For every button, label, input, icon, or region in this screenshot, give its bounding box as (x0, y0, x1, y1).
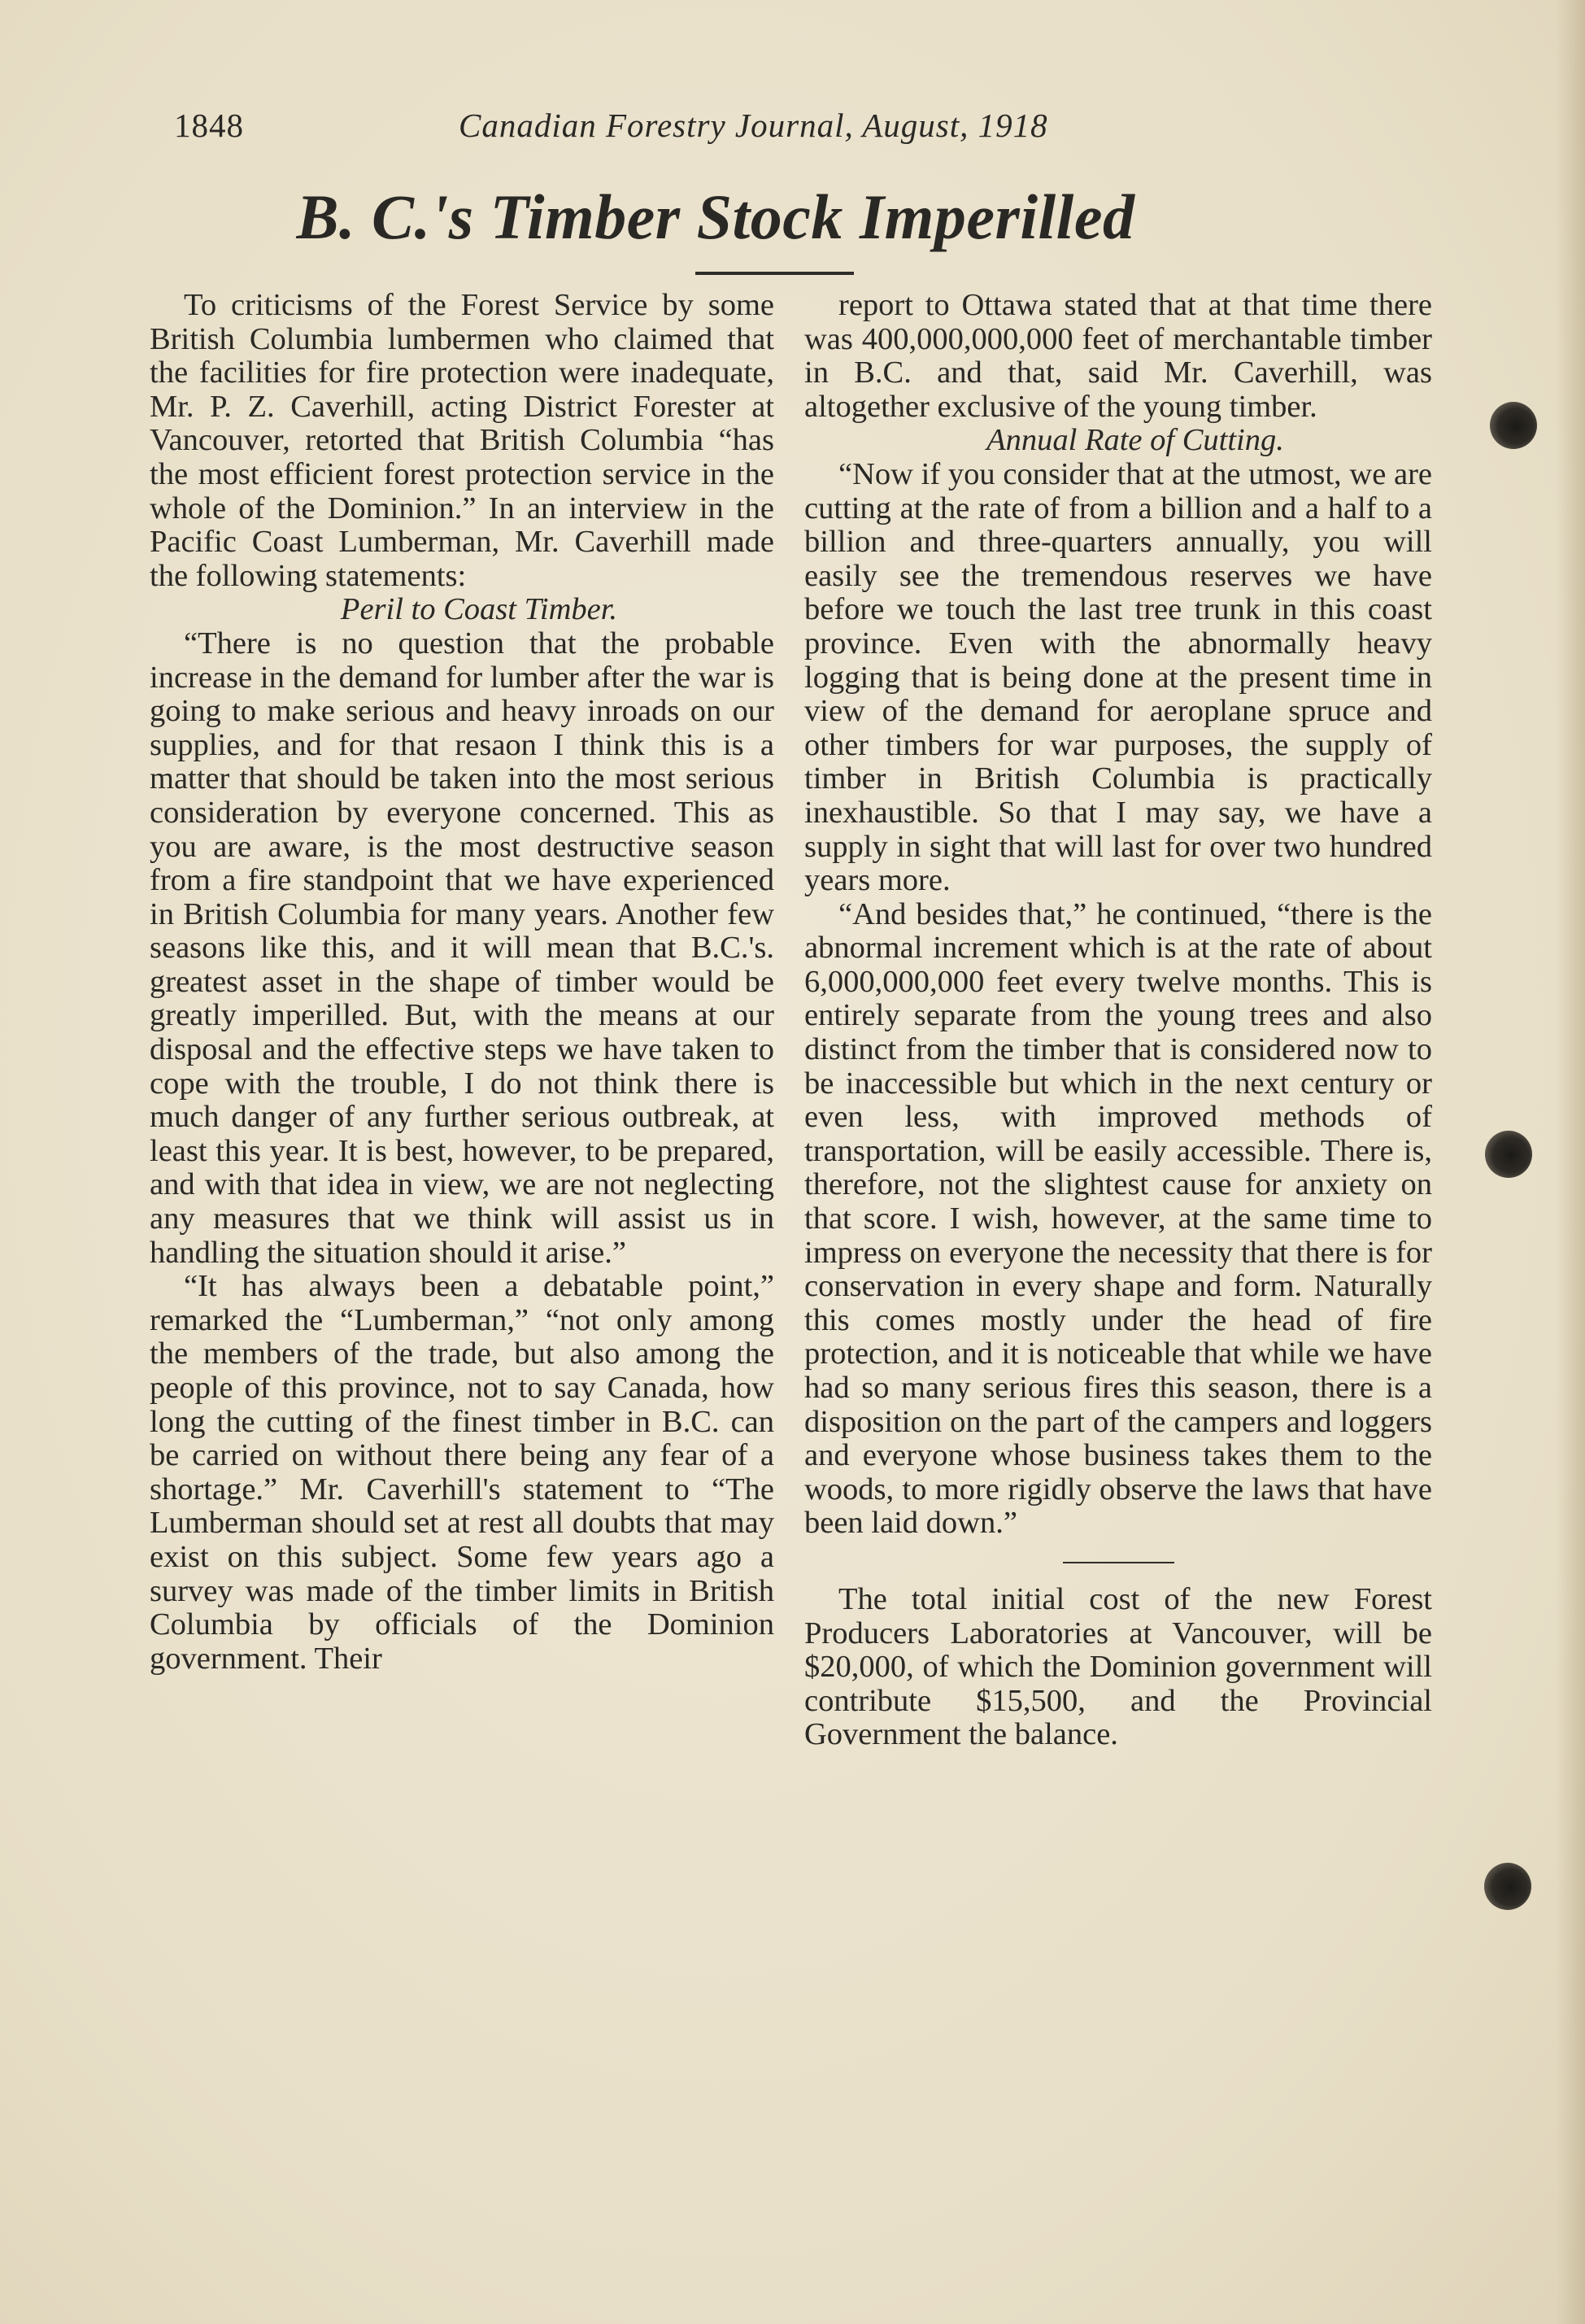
left-paragraph-1: To criticisms of the Forest Service by some British Columbia lumbermen who claimed that the facilities for fire protection were inadequate, Mr. P. Z. Caverhill, acting District Forester at Vancouver, retorted that British Columbia “has the most efficient forest protection service in the whole of the Dominion.” In an interview in the Pacific Coast Lumberman, Mr. Caverhill made the following statements: (150, 288, 774, 593)
binding-hole-top (1490, 402, 1537, 449)
page-number: 1848 (174, 107, 244, 144)
page-header (174, 106, 1150, 151)
section-divider (1063, 1562, 1174, 1563)
title-divider (695, 272, 854, 275)
binding-hole-bottom (1484, 1863, 1531, 1910)
left-paragraph-2: “There is no question that the probable increase in the demand for lumber after the war is going to make serious and heavy inroads on our supplies, and for that resaon I think this is a matter that should be taken into the most serious consideration by everyone concerned. This as you are aware, is the most destructive season from a fire standpoint that we have experienced in British Columbia for many years. Another few seasons like this, and it will mean that B.C.'s. greatest asset in the shape of timber would be greatly imperilled. But, with the means at our disposal and the effective steps we have taken to cope with the trouble, I do not think there is much danger of any further serious outbreak, at least this year. It is best, however, to be prepared, and with that idea in view, we are not neglecting any measures that we think will assist us in handling the situation should it arise.” (150, 626, 774, 1270)
subheading-annual-rate: Annual Rate of Cutting. (986, 423, 1284, 458)
right-column (804, 289, 1432, 1752)
right-paragraph-3: “And besides that,” he continued, “there is the abnormal increment which is at the rate of about 6,000,000,000 feet every twelve months. This is entirely separate from the young trees and also distinct from the timber that is considered now to be inaccessible but which in the next century or even less, with improved methods of transportation, will be easily accessible. There is, therefore, not the slightest cause for anxiety on that score. I wish, however, at the same time to impress on everyone the necessity that there is for conservation in every shape and form. Naturally this comes mostly under the head of fire protection, and it is noticeable that while we have had so many serious fires this season, there is a disposition on the part of the campers and loggers and everyone whose business takes them to the woods, to more rigidly observe the laws that have been laid down.” (804, 896, 1432, 1541)
article-title: B. C.'s Timber Stock Imperilled (296, 181, 1135, 252)
right-paragraph-2: “Now if you consider that at the utmost, we are cutting at the rate of from a billion and a half to a billion and three-quarters annually, you will easily see the tremendous reserves we have before we touch the last tree trunk in this coast province. Even with the abnormally heavy logging that is being done at the present time in view of the demand for aeroplane spruce and other timbers for war purposes, the supply of timber in British Columbia is practically inexhaustible. So that I may say, we have a supply in sight that will last for over two hundred years more. (804, 456, 1432, 898)
left-column (150, 289, 774, 1676)
journal-running-title: Canadian Forestry Journal, August, 1918 (459, 107, 1048, 144)
page-edge-shadow (1556, 0, 1585, 2324)
left-paragraph-3: “It has always been a debatable point,” remarked the “Lumberman,” “not only among the members of the trade, but also among the people of this province, not to say Canada, how long the cutting of the finest timber in B.C. can be carried on without there being any fear of a shortage.” Mr. Caverhill's statement to “The Lumberman should set at rest all doubts that may exist on this subject. Some few years ago a survey was made of the timber limits in British Columbia by officials of the Dominion government. Their (150, 1269, 774, 1676)
laboratory-cost-note: The total initial cost of the new Forest Producers Laboratories at Vancouver, will be $20,000, of which the Dominion government will contribute $15,500, and the Provincial Government the balance. (804, 1581, 1432, 1752)
subheading-peril: Peril to Coast Timber. (340, 592, 618, 627)
binding-hole-middle (1485, 1131, 1532, 1178)
right-paragraph-1: report to Ottawa stated that at that time there was 400,000,000,000 feet of merchantable timber in B.C. and that, said Mr. Caverhill, was altogether exclusive of the young timber. (804, 288, 1432, 424)
